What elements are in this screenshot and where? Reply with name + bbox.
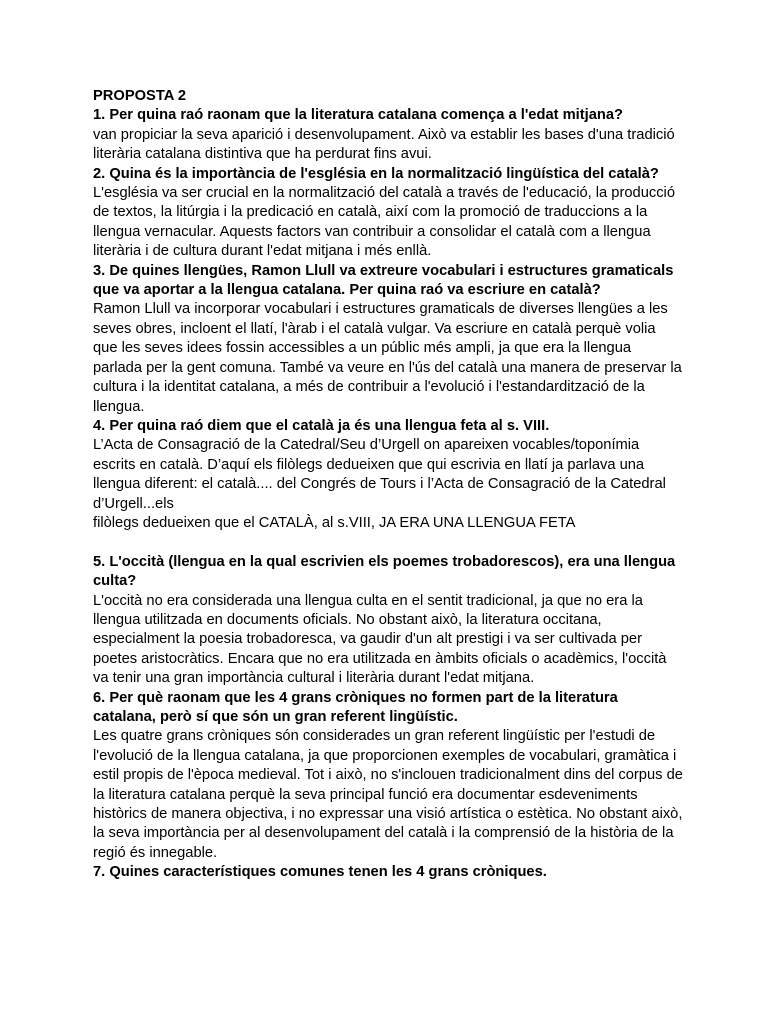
document-title: PROPOSTA 2 xyxy=(93,88,187,104)
blank-line xyxy=(93,533,683,552)
answer-3: Ramon Llull va incorporar vocabulari i estructures gramaticals de diverses llengües a les seves obres, incloent el llatí, l'àrab i el català vulgar. Va escriure en català perquè volia que les seves idees fossin accessibles a un públic més ampli, ja que era la llengua parlada per la gent comuna. També va veure en l'ús del català una manera de preservar la cultura i la identitat catalana, a més de contribuir a l'evolució i l'estandardització de la llengua. xyxy=(93,301,682,415)
question-3: 3. De quines llengües, Ramon Llull va extreure vocabulari i estructures gramaticals que va aportar a la llengua catalana. Per quina raó va escriure en català? xyxy=(93,262,674,299)
answer-4: L’Acta de Consagració de la Catedral/Seu d’Urgell on apareixen vocables/toponímia escrits en català. D’aquí els filòlegs dedueixen que qui escrivia en llatí ja parlava una llengua diferent: el català.... del Congrés de Tours i l’Acta de Consagració de la Catedral d’Urgell...els xyxy=(93,437,666,512)
question-2: 2. Quina és la importància de l'església en la normalització lingüística del català? xyxy=(93,165,659,182)
answer-6: Les quatre grans cròniques són considerades un gran referent lingüístic per l'estudi de l'evolució de la llengua catalana, ja que proporcionen exemples de vocabulari, gramàtica i estil propis de l'època medieval. Tot i això, no s'inclouen tradicionalment dins del corpus de la literatura catalana perquè la seva principal funció era documentar esdeveniments històrics de manera objectiva, i no expressar una visió artística o estètica. No obstant això, la seva importància per al desenvolupament del català i la comprensió de la història de la regió és innegable. xyxy=(93,728,683,861)
question-4: 4. Per quina raó diem que el català ja és una llengua feta al s. VIII. xyxy=(93,417,550,434)
answer-1: van propiciar la seva aparició i desenvolupament. Això va establir les bases d'una tradició literària catalana distintiva que ha perdurat fins avui. xyxy=(93,126,675,163)
answer-5: L'occità no era considerada una llengua culta en el sentit tradicional, ja que no era la llengua utilitzada en documents oficials. No obstant això, la literatura occitana, especialment la poesia trobadoresca, va gaudir d'un alt prestigi i va ser cultivada per poetes aristocràtics. Encara que no era utilitzada en àmbits oficials o acadèmics, l'occità va tenir una gran importància cultural i literària durant l'edat mitjana. xyxy=(93,592,667,687)
document-page xyxy=(93,87,683,883)
question-1: 1. Per quina raó raonam que la literatura catalana comença a l'edat mitjana? xyxy=(93,107,623,124)
question-7: 7. Quines característiques comunes tenen les 4 grans cròniques. xyxy=(93,864,547,881)
question-6: 6. Per què raonam que les 4 grans cròniques no formen part de la literatura catalana, però sí que són un gran referent lingüístic. xyxy=(93,689,618,725)
answer-4-extra: filòlegs dedueixen que el CATALÀ, al s.VIII, JA ERA UNA LLENGUA FETA xyxy=(93,514,576,531)
question-5: 5. L'occità (llengua en la qual escrivien els poemes trobadorescos), era una llengua culta? xyxy=(93,553,676,590)
answer-2: L'església va ser crucial en la normalització del català a través de l'educació, la producció de textos, la litúrgia i la predicació en català, així com la promoció de traduccions a la llengua vernacular. Aquests factors van contribuir a consolidar el català com a llengua literària i de cultura durant l'edat mitjana i més enllà. xyxy=(93,185,675,260)
